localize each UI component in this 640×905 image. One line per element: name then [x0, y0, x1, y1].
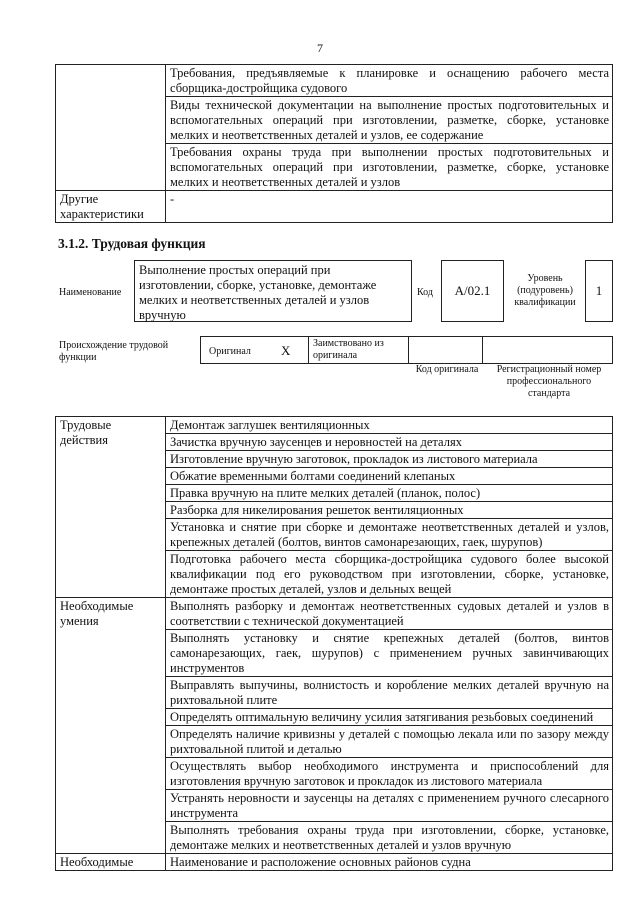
function-name-box: Выполнение простых операций при изготовлении, сборке, установке, демонтаже мелких и неответственных деталей и узлов вручную [134, 260, 412, 322]
origin-row [200, 336, 613, 364]
original-label: Оригинал [209, 346, 251, 357]
table-cell: Виды технической документации на выполнение простых подготовительных и вспомогательных операций при изготовлении, разметке, сборке, установке мелких и неответственных деталей и узлов, ее содержание [166, 97, 613, 144]
name-label: Наименование [59, 287, 122, 298]
table-cell: Определять наличие кривизны у деталей с помощью лекала или по зазору между рихтовальной плитой и деталью [166, 726, 613, 758]
table-cell: - [166, 191, 613, 223]
table-cell: Осуществлять выбор необходимого инструмента и приспособлений для изготовления вручную заготовок и прокладок из листового материала [166, 758, 613, 790]
table-cell: Установка и снятие при сборке и демонтаже неответственных деталей и узлов, крепежных деталей (болтов, винтов самонарезающих, гаек, шурупов) [166, 519, 613, 551]
row-group-label: Трудовые действия [56, 417, 166, 598]
table-cell: Разборка для никелирования решеток вентиляционных [166, 502, 613, 519]
table-cell: Наименование и расположение основных районов судна [166, 854, 613, 871]
divider [482, 337, 483, 364]
borrowed-label: Заимствовано из оригинала [313, 338, 384, 361]
table-cell: Подготовка рабочего места сборщика-достройщика судового более высокой квалификации под его руководством при изготовлении, сборке, установке, демонтаже простых деталей, узлов и дельных вещей [166, 551, 613, 598]
table-cell: Требования, предъявляемые к планировке и оснащению рабочего места сборщика-достройщика судового [166, 65, 613, 97]
row-group-label: Необходимые [56, 854, 166, 871]
table-cell: Выполнять установку и снятие крепежных деталей (болтов, винтов самонарезающих, гаек, шурупов) с применением ручных завинчивающих инструментов [166, 630, 613, 677]
table-cell: Обжатие временными болтами соединений клепаных [166, 468, 613, 485]
function-code-box: A/02.1 [441, 260, 504, 322]
section-title: 3.1.2. Трудовая функция [58, 236, 206, 251]
origin-label: Происхождение трудовой функции [59, 340, 169, 363]
table-row [56, 598, 613, 630]
table-row [56, 191, 613, 223]
divider [408, 337, 409, 364]
divider [308, 337, 309, 364]
row-group-label: Необходимые умения [56, 598, 166, 854]
original-mark: X [281, 343, 291, 358]
row-group-label: Другие характеристики [56, 191, 166, 223]
table-row [56, 854, 613, 871]
table-row [56, 417, 613, 434]
row-group-label [56, 65, 166, 191]
page-number: 7 [317, 41, 323, 55]
upper-requirements-table [55, 64, 613, 223]
table-row [56, 65, 613, 97]
code-label: Код [417, 287, 433, 298]
table-cell: Требования охраны труда при выполнении простых подготовительных и вспомогательных операций при изготовлении, разметке, сборке, установке мелких и неответственных деталей и узлов [166, 144, 613, 191]
code-caption: Код оригинала [415, 364, 479, 375]
table-cell: Выполнять требования охраны труда при изготовлении, сборке, установке, демонтаже мелких и неответственных деталей и узлов вручную [166, 822, 613, 854]
table-cell: Выправлять выпучины, волнистость и коробление мелких деталей вручную на рихтовальной плите [166, 677, 613, 709]
table-cell: Изготовление вручную заготовок, прокладок из листового материала [166, 451, 613, 468]
level-value-box: 1 [585, 260, 613, 322]
level-label: Уровень (подуровень) квалификации [514, 273, 576, 308]
table-cell: Демонтаж заглушек вентиляционных [166, 417, 613, 434]
table-cell: Правка вручную на плите мелких деталей (планок, полос) [166, 485, 613, 502]
labor-functions-table [55, 416, 613, 871]
table-cell: Устранять неровности и заусенцы на деталях с применением ручного слесарного инструмента [166, 790, 613, 822]
reg-caption: Регистрационный номер профессионального стандарта [496, 364, 602, 399]
table-cell: Выполнять разборку и демонтаж неответственных судовых деталей и узлов в соответствии с технической документацией [166, 598, 613, 630]
table-cell: Определять оптимальную величину усилия затягивания резьбовых соединений [166, 709, 613, 726]
table-cell: Зачистка вручную заусенцев и неровностей на деталях [166, 434, 613, 451]
